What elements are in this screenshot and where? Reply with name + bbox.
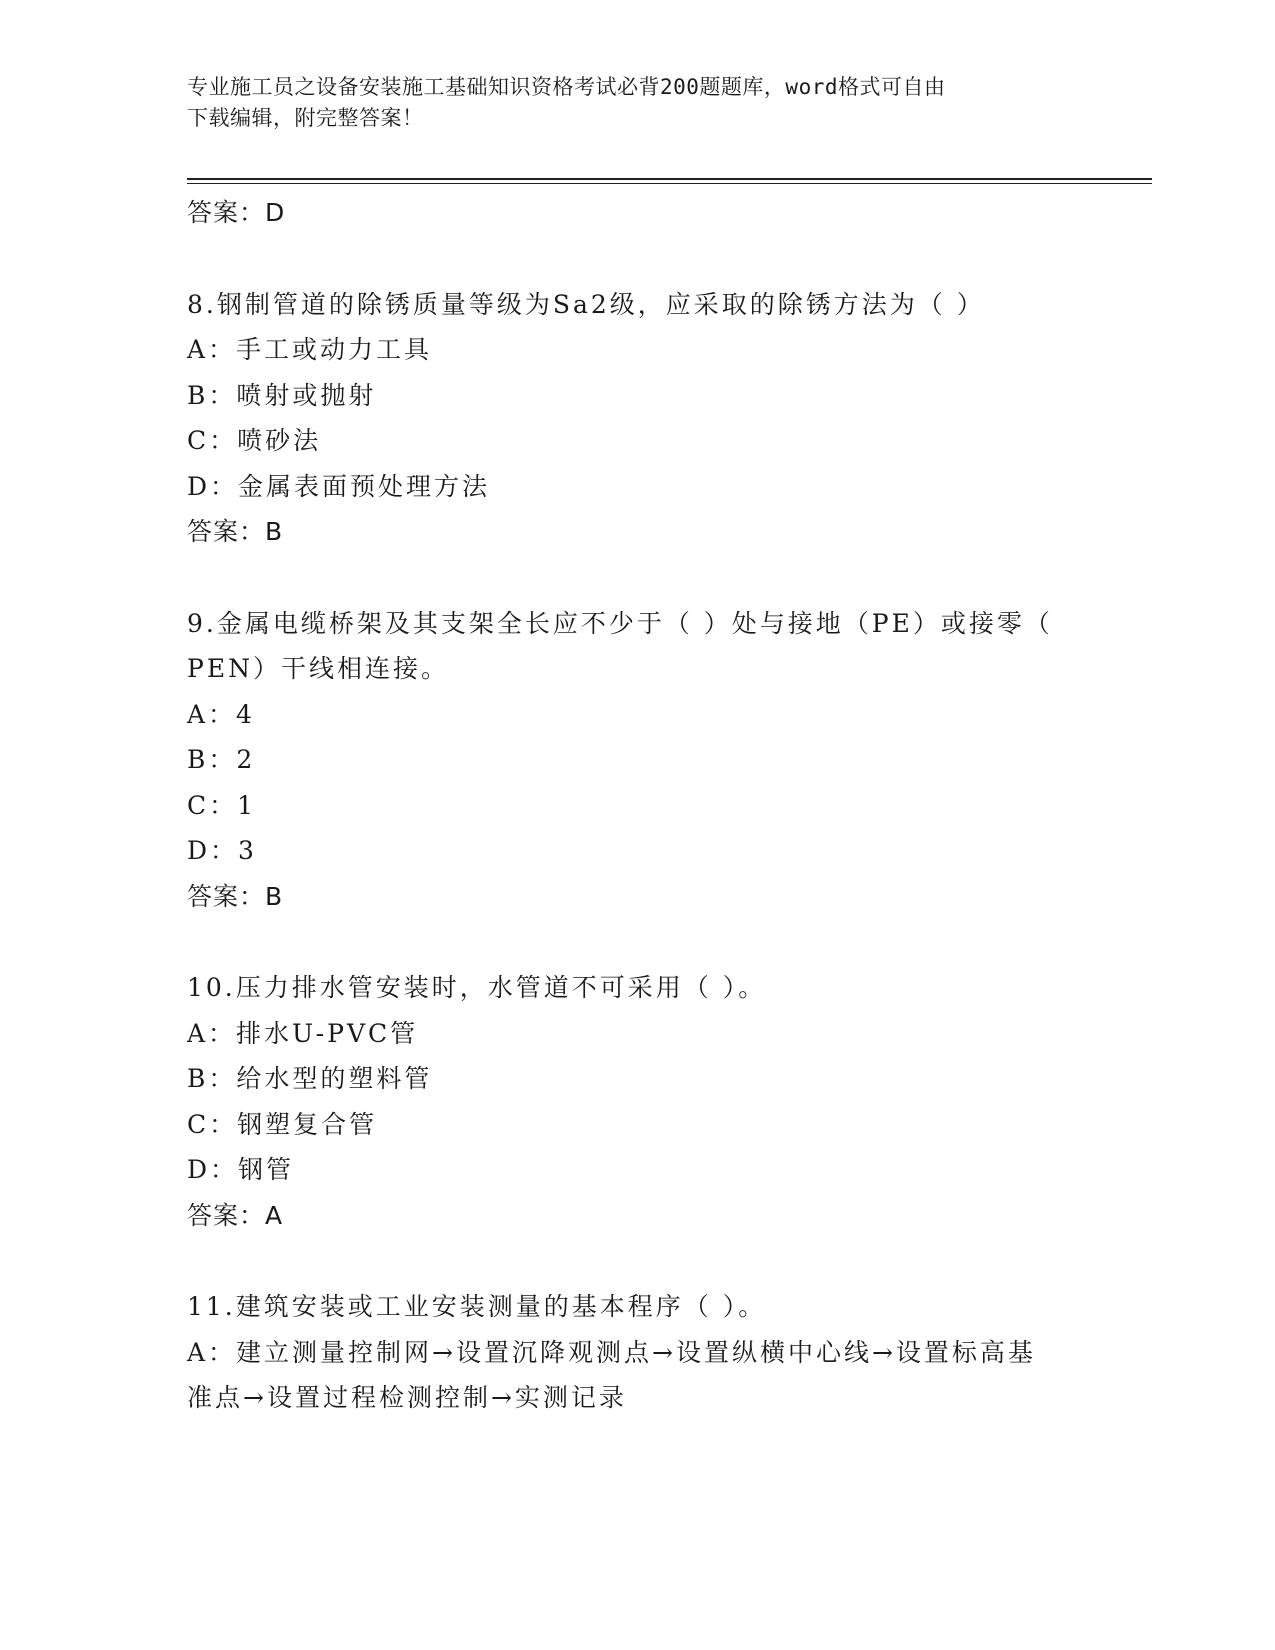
option-a: A：排水U-PVC管 xyxy=(187,1018,419,1048)
header-rule-thick xyxy=(187,178,1152,180)
question-11 xyxy=(187,1284,1087,1421)
option-b: B：给水型的塑料管 xyxy=(187,1064,433,1093)
option-d: D：3 xyxy=(187,836,257,865)
question-stem: 10.压力排水管安装时，水管道不可采用（ ）。 xyxy=(187,973,767,1002)
answer: 答案：A xyxy=(187,1200,284,1230)
document-header xyxy=(187,72,1067,134)
option-a-continued: 准点→设置过程检测控制→实测记录 xyxy=(187,1383,627,1412)
option-c: C：钢塑复合管 xyxy=(187,1109,378,1139)
option-c: C：喷砂法 xyxy=(187,426,322,455)
spacer xyxy=(187,1238,1087,1284)
option-b: B：喷射或抛射 xyxy=(187,380,377,410)
option-c: C：1 xyxy=(187,790,257,820)
answer: 答案：B xyxy=(187,881,284,911)
header-line-2: 下载编辑，附完整答案！ xyxy=(187,106,424,130)
question-list xyxy=(187,190,1087,1421)
header-rule-thin xyxy=(187,183,1152,184)
question-8 xyxy=(187,282,1087,555)
option-b: B：2 xyxy=(187,745,256,774)
question-stem: 9.金属电缆桥架及其支架全长应不少于（ ）处与接地（PE）或接零（ xyxy=(187,608,1053,638)
question-stem: 8.钢制管道的除锈质量等级为Sa2级，应采取的除锈方法为（ ） xyxy=(187,289,985,319)
option-d: D：钢管 xyxy=(187,1155,295,1184)
question-stem: 11.建筑安装或工业安装测量的基本程序（ ）。 xyxy=(187,1292,767,1321)
option-a: A：4 xyxy=(187,699,255,729)
question-10 xyxy=(187,965,1087,1238)
spacer xyxy=(187,919,1087,965)
previous-answer: 答案：D xyxy=(187,198,286,227)
question-9 xyxy=(187,601,1087,920)
spacer xyxy=(187,236,1087,282)
option-a: A：建立测量控制网→设置沉降观测点→设置纵横中心线→设置标高基 xyxy=(187,1337,1036,1367)
header-line-1: 专业施工员之设备安装施工基础知识资格考试必背200题题库，word格式可自由 xyxy=(187,75,946,99)
answer: 答案：B xyxy=(187,517,284,546)
option-a: A：手工或动力工具 xyxy=(187,335,433,364)
spacer xyxy=(187,555,1087,601)
option-d: D：金属表面预处理方法 xyxy=(187,471,491,501)
question-stem-continued: PEN）干线相连接。 xyxy=(187,654,449,683)
